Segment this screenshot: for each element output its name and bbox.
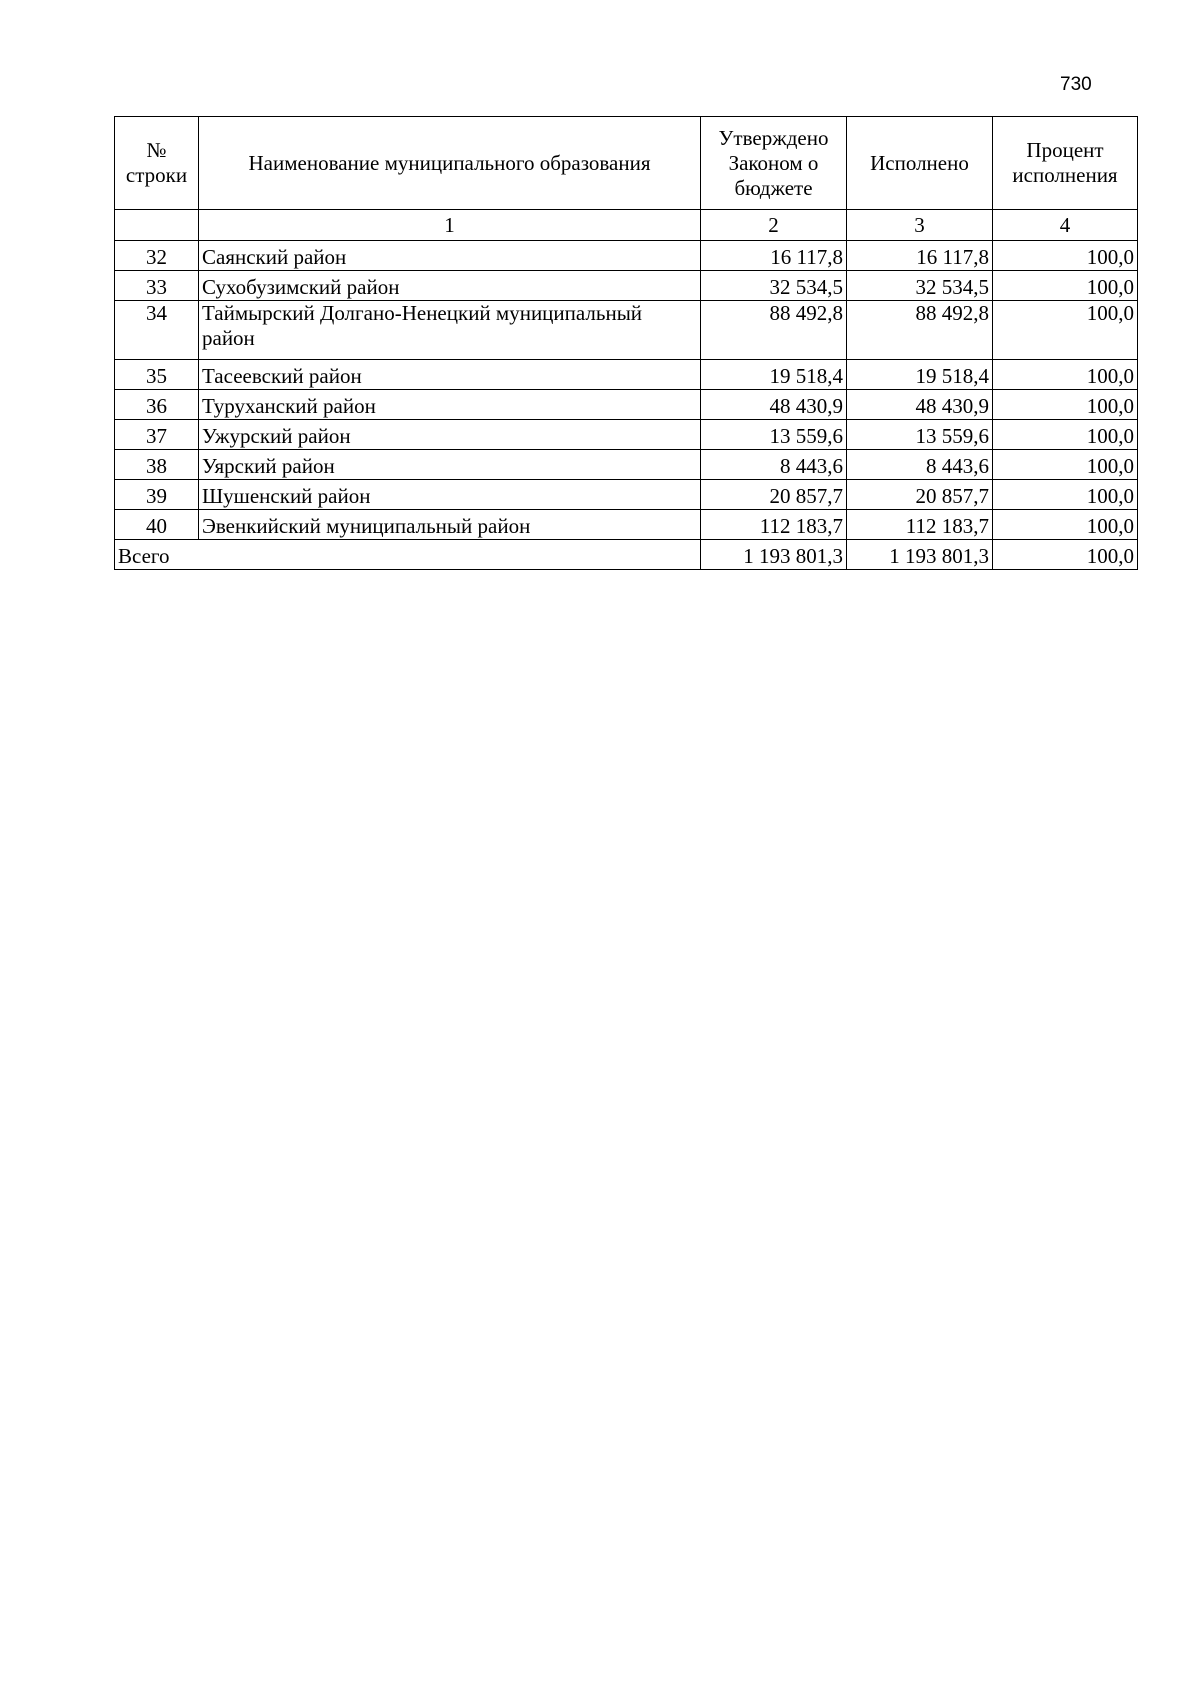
approved-amount: 20 857,7	[701, 480, 847, 510]
municipality-name: Сухобузимский район	[199, 271, 701, 301]
approved-amount: 88 492,8	[701, 301, 847, 360]
execution-percent: 100,0	[993, 390, 1138, 420]
execution-percent: 100,0	[993, 420, 1138, 450]
header-row-number: № строки	[115, 117, 199, 210]
table-row	[115, 480, 1138, 510]
approved-amount: 8 443,6	[701, 450, 847, 480]
row-number: 39	[115, 480, 199, 510]
executed-amount: 20 857,7	[847, 480, 993, 510]
execution-percent: 100,0	[993, 360, 1138, 390]
table-header-row	[115, 117, 1138, 210]
execution-percent: 100,0	[993, 480, 1138, 510]
municipality-name: Туруханский район	[199, 390, 701, 420]
row-number: 37	[115, 420, 199, 450]
column-index-row	[115, 210, 1138, 241]
municipality-name: Шушенский район	[199, 480, 701, 510]
column-index-cell: 4	[993, 210, 1138, 241]
table-row	[115, 241, 1138, 271]
municipality-name: Таймырский Долгано-Ненецкий муниципальный район	[199, 301, 701, 360]
executed-amount: 112 183,7	[847, 510, 993, 540]
municipality-name: Эвенкийский муниципальный район	[199, 510, 701, 540]
approved-amount: 32 534,5	[701, 271, 847, 301]
page-number: 730	[1060, 74, 1092, 95]
row-number: 36	[115, 390, 199, 420]
approved-amount: 19 518,4	[701, 360, 847, 390]
executed-amount: 8 443,6	[847, 450, 993, 480]
approved-amount: 13 559,6	[701, 420, 847, 450]
municipality-name: Саянский район	[199, 241, 701, 271]
total-approved-amount: 1 193 801,3	[701, 540, 847, 570]
total-execution-percent: 100,0	[993, 540, 1138, 570]
header-execution-percent: Процент исполнения	[993, 117, 1138, 210]
execution-percent: 100,0	[993, 271, 1138, 301]
executed-amount: 48 430,9	[847, 390, 993, 420]
executed-amount: 88 492,8	[847, 301, 993, 360]
header-executed: Исполнено	[847, 117, 993, 210]
executed-amount: 19 518,4	[847, 360, 993, 390]
total-label: Всего	[115, 540, 701, 570]
execution-percent: 100,0	[993, 450, 1138, 480]
header-approved-by-law: Утверждено Законом о бюджете	[701, 117, 847, 210]
executed-amount: 16 117,8	[847, 241, 993, 271]
total-executed-amount: 1 193 801,3	[847, 540, 993, 570]
approved-amount: 48 430,9	[701, 390, 847, 420]
approved-amount: 112 183,7	[701, 510, 847, 540]
column-index-cell: 3	[847, 210, 993, 241]
municipality-name: Уярский район	[199, 450, 701, 480]
executed-amount: 13 559,6	[847, 420, 993, 450]
row-number: 38	[115, 450, 199, 480]
table-row	[115, 301, 1138, 360]
municipality-name: Ужурский район	[199, 420, 701, 450]
table-row	[115, 360, 1138, 390]
row-number: 40	[115, 510, 199, 540]
row-number: 33	[115, 271, 199, 301]
total-row	[115, 540, 1138, 570]
table-row	[115, 271, 1138, 301]
execution-percent: 100,0	[993, 241, 1138, 271]
municipality-name: Тасеевский район	[199, 360, 701, 390]
table-row	[115, 390, 1138, 420]
row-number: 35	[115, 360, 199, 390]
row-number: 32	[115, 241, 199, 271]
row-number: 34	[115, 301, 199, 360]
table-row	[115, 420, 1138, 450]
table-row	[115, 510, 1138, 540]
table-row	[115, 450, 1138, 480]
execution-percent: 100,0	[993, 301, 1138, 360]
header-municipality-name: Наименование муниципального образования	[199, 117, 701, 210]
column-index-cell: 1	[199, 210, 701, 241]
approved-amount: 16 117,8	[701, 241, 847, 271]
column-index-cell: 2	[701, 210, 847, 241]
budget-execution-table	[114, 116, 1138, 570]
column-index-cell	[115, 210, 199, 241]
executed-amount: 32 534,5	[847, 271, 993, 301]
execution-percent: 100,0	[993, 510, 1138, 540]
